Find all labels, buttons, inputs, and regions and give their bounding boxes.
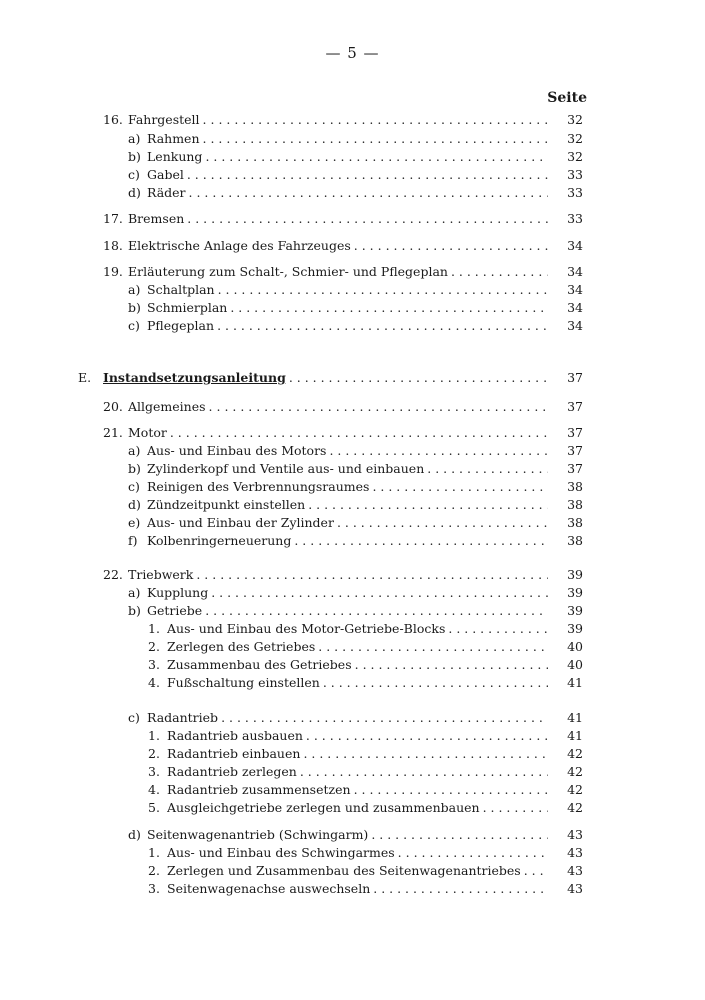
toc-entry-number: 19. <box>103 264 123 279</box>
toc-entry-title: Ausgleichgetriebe zerlegen und zusammenbauen . . . <box>167 799 548 817</box>
toc-entry <box>0 826 705 844</box>
toc-entry <box>0 369 705 387</box>
toc-entry-number: a) <box>128 131 141 146</box>
toc-entry-page: 42 <box>567 746 583 761</box>
toc-entry-page: 37 <box>567 399 583 414</box>
toc-entry-title: Radantrieb einbauen . . . <box>167 745 548 763</box>
toc-entry-number: c) <box>128 318 140 333</box>
toc-entry-title: Fußschaltung einstellen . . . <box>167 674 548 692</box>
toc-entry-title: Aus- und Einbau der Zylinder . . . <box>147 514 548 532</box>
toc-entry-page: 38 <box>567 515 583 530</box>
toc-entry <box>0 281 705 299</box>
toc-entry-number: 1. <box>148 621 160 636</box>
toc-entry-title: Aus- und Einbau des Motors . . . <box>147 442 548 460</box>
toc-entry-page: 33 <box>567 211 583 226</box>
toc-entry-title: Motor . . . <box>128 424 548 442</box>
toc-entry-number: b) <box>128 603 141 618</box>
toc-entry-title: Radantrieb ausbauen . . . <box>167 727 548 745</box>
toc-entry-number: 3. <box>148 764 160 779</box>
toc-entry-title: Zusammenbau des Getriebes . . . <box>167 656 548 674</box>
toc-entry <box>0 532 705 550</box>
toc-entry-title: Schaltplan . . . <box>147 281 548 299</box>
toc-entry <box>0 111 705 129</box>
toc-entry-number: e) <box>128 515 141 530</box>
toc-entry-page: 37 <box>567 425 583 440</box>
toc-entry <box>0 844 705 862</box>
toc-entry-page: 34 <box>567 318 583 333</box>
toc-entry-title: Radantrieb zerlegen . . . <box>167 763 548 781</box>
toc-entry-number: 4. <box>148 675 160 690</box>
toc-entry-title: Aus- und Einbau des Motor-Getriebe-Blocks . . . <box>167 620 548 638</box>
toc-entry-page: 38 <box>567 533 583 548</box>
toc-entry-title: Seitenwagenantrieb (Schwingarm) . . . <box>147 826 548 844</box>
toc-entry-number: 20. <box>103 399 123 414</box>
toc-entry <box>0 299 705 317</box>
toc-entry-page: 42 <box>567 764 583 779</box>
toc-entry <box>0 442 705 460</box>
toc-entry-page: 41 <box>567 728 583 743</box>
toc-entry-page: 41 <box>567 710 583 725</box>
toc-entry <box>0 237 705 255</box>
toc-entry-number: 2. <box>148 746 160 761</box>
toc-entry-title: Gabel . . . <box>147 166 548 184</box>
toc-entry <box>0 727 705 745</box>
toc-entry-number: f) <box>128 533 138 548</box>
toc-entry <box>0 424 705 442</box>
toc-entry-title: Bremsen . . . <box>128 210 548 228</box>
toc-entry <box>0 478 705 496</box>
toc-entry-number: 4. <box>148 782 160 797</box>
toc-entry-page: 39 <box>567 603 583 618</box>
toc-entry <box>0 317 705 335</box>
toc-entry <box>0 166 705 184</box>
toc-entry-title: Räder . . . <box>147 184 548 202</box>
toc-entry-number: 5. <box>148 800 160 815</box>
toc-entry-number: b) <box>128 300 141 315</box>
toc-entry-title: Radantrieb zusammensetzen . . . <box>167 781 548 799</box>
toc-entry-title: Fahrgestell . . . <box>128 111 548 129</box>
toc-entry-page: 43 <box>567 845 583 860</box>
toc-entry-page: 41 <box>567 675 583 690</box>
toc-entry-title: Kupplung . . . <box>147 584 548 602</box>
toc-entry-page: 40 <box>567 639 583 654</box>
toc-entry-number: 16. <box>103 112 123 127</box>
toc-entry-title: Schmierplan . . . <box>147 299 548 317</box>
toc-entry-page: 37 <box>567 443 583 458</box>
toc-entry-page: 32 <box>567 149 583 164</box>
toc-entry-page: 37 <box>567 370 583 385</box>
toc-entry-number: c) <box>128 479 140 494</box>
page-column-label: Seite <box>547 90 587 106</box>
toc-entry-title: Pflegeplan . . . <box>147 317 548 335</box>
toc-entry-number: 1. <box>148 728 160 743</box>
toc-entry-number: 18. <box>103 238 123 253</box>
toc-entry-number: c) <box>128 167 140 182</box>
toc-entry <box>0 745 705 763</box>
toc-entry-number: 3. <box>148 657 160 672</box>
toc-entry-title: Aus- und Einbau des Schwingarmes . . . <box>167 844 548 862</box>
toc-entry-title: Zerlegen und Zusammenbau des Seitenwagenantriebes . . . <box>167 862 548 880</box>
toc-entry-page: 43 <box>567 863 583 878</box>
toc-entry <box>0 880 705 898</box>
toc-entry-title: Zerlegen des Getriebes . . . <box>167 638 548 656</box>
toc-entry-page: 33 <box>567 185 583 200</box>
toc-entry <box>0 460 705 478</box>
toc-entry-page: 39 <box>567 585 583 600</box>
toc-entry-page: 43 <box>567 881 583 896</box>
toc-entry-page: 38 <box>567 497 583 512</box>
toc-entry-number: b) <box>128 149 141 164</box>
toc-entry <box>0 638 705 656</box>
toc-entry-title: Rahmen . . . <box>147 130 548 148</box>
toc-entry-title: Radantrieb . . . <box>147 709 548 727</box>
toc-entry-page: 32 <box>567 112 583 127</box>
toc-entry-page: 34 <box>567 300 583 315</box>
toc-entry <box>0 148 705 166</box>
toc-entry-number: b) <box>128 461 141 476</box>
toc-entry-title: Instandsetzungsanleitung . . . <box>103 369 548 387</box>
toc-entry <box>0 263 705 281</box>
toc-entry-number: a) <box>128 585 141 600</box>
toc-entry-number: E. <box>78 370 92 385</box>
toc-entry-title: Lenkung . . . <box>147 148 548 166</box>
toc-entry <box>0 584 705 602</box>
toc-entry <box>0 862 705 880</box>
toc-entry-number: 21. <box>103 425 123 440</box>
toc-entry-number: d) <box>128 185 141 200</box>
toc-entry <box>0 210 705 228</box>
toc-entry <box>0 656 705 674</box>
toc-entry-page: 39 <box>567 567 583 582</box>
toc-entry <box>0 566 705 584</box>
toc-entry-title: Elektrische Anlage des Fahrzeuges . . . <box>128 237 548 255</box>
toc-entry <box>0 620 705 638</box>
toc-entry-title: Seitenwagenachse auswechseln . . . <box>167 880 548 898</box>
toc-entry <box>0 514 705 532</box>
toc-entry-number: 17. <box>103 211 123 226</box>
toc-entry-number: d) <box>128 827 141 842</box>
toc-entry <box>0 184 705 202</box>
toc-entry-number: a) <box>128 282 141 297</box>
toc-entry-title: Erläuterung zum Schalt-, Schmier- und Pflegeplan . . . <box>128 263 548 281</box>
toc-entry-page: 37 <box>567 461 583 476</box>
toc-entry-page: 33 <box>567 167 583 182</box>
toc-entry <box>0 781 705 799</box>
toc-entry-number: c) <box>128 710 140 725</box>
toc-entry-page: 32 <box>567 131 583 146</box>
toc-entry-title: Reinigen des Verbrennungsraumes . . . <box>147 478 548 496</box>
toc-entry-page: 34 <box>567 238 583 253</box>
toc-entry-number: 1. <box>148 845 160 860</box>
toc-entry <box>0 709 705 727</box>
toc-entry <box>0 799 705 817</box>
toc-entry-title: Getriebe . . . <box>147 602 548 620</box>
toc-entry-title: Triebwerk . . . <box>128 566 548 584</box>
toc-entry <box>0 674 705 692</box>
toc-entry-page: 38 <box>567 479 583 494</box>
toc-entry <box>0 602 705 620</box>
toc-entry-page: 34 <box>567 264 583 279</box>
toc-entry <box>0 130 705 148</box>
toc-entry-number: 2. <box>148 863 160 878</box>
toc-entry-page: 39 <box>567 621 583 636</box>
toc-entry-page: 42 <box>567 782 583 797</box>
toc-entry-title: Zündzeitpunkt einstellen . . . <box>147 496 548 514</box>
toc-entry-page: 42 <box>567 800 583 815</box>
toc-entry-number: 2. <box>148 639 160 654</box>
toc-entry <box>0 763 705 781</box>
page-number: — 5 — <box>325 44 380 62</box>
toc-entry-number: 22. <box>103 567 123 582</box>
toc-entry-number: d) <box>128 497 141 512</box>
toc-entry-title: Zylinderkopf und Ventile aus- und einbauen . . . <box>147 460 548 478</box>
toc-entry-page: 43 <box>567 827 583 842</box>
toc-entry-page: 34 <box>567 282 583 297</box>
toc-entry-number: 3. <box>148 881 160 896</box>
toc-entry <box>0 398 705 416</box>
toc-entry-page: 40 <box>567 657 583 672</box>
toc-entry <box>0 496 705 514</box>
toc-entry-number: a) <box>128 443 141 458</box>
toc-entry-title: Kolbenringerneuerung . . . <box>147 532 548 550</box>
toc-entry-title: Allgemeines . . . <box>128 398 548 416</box>
